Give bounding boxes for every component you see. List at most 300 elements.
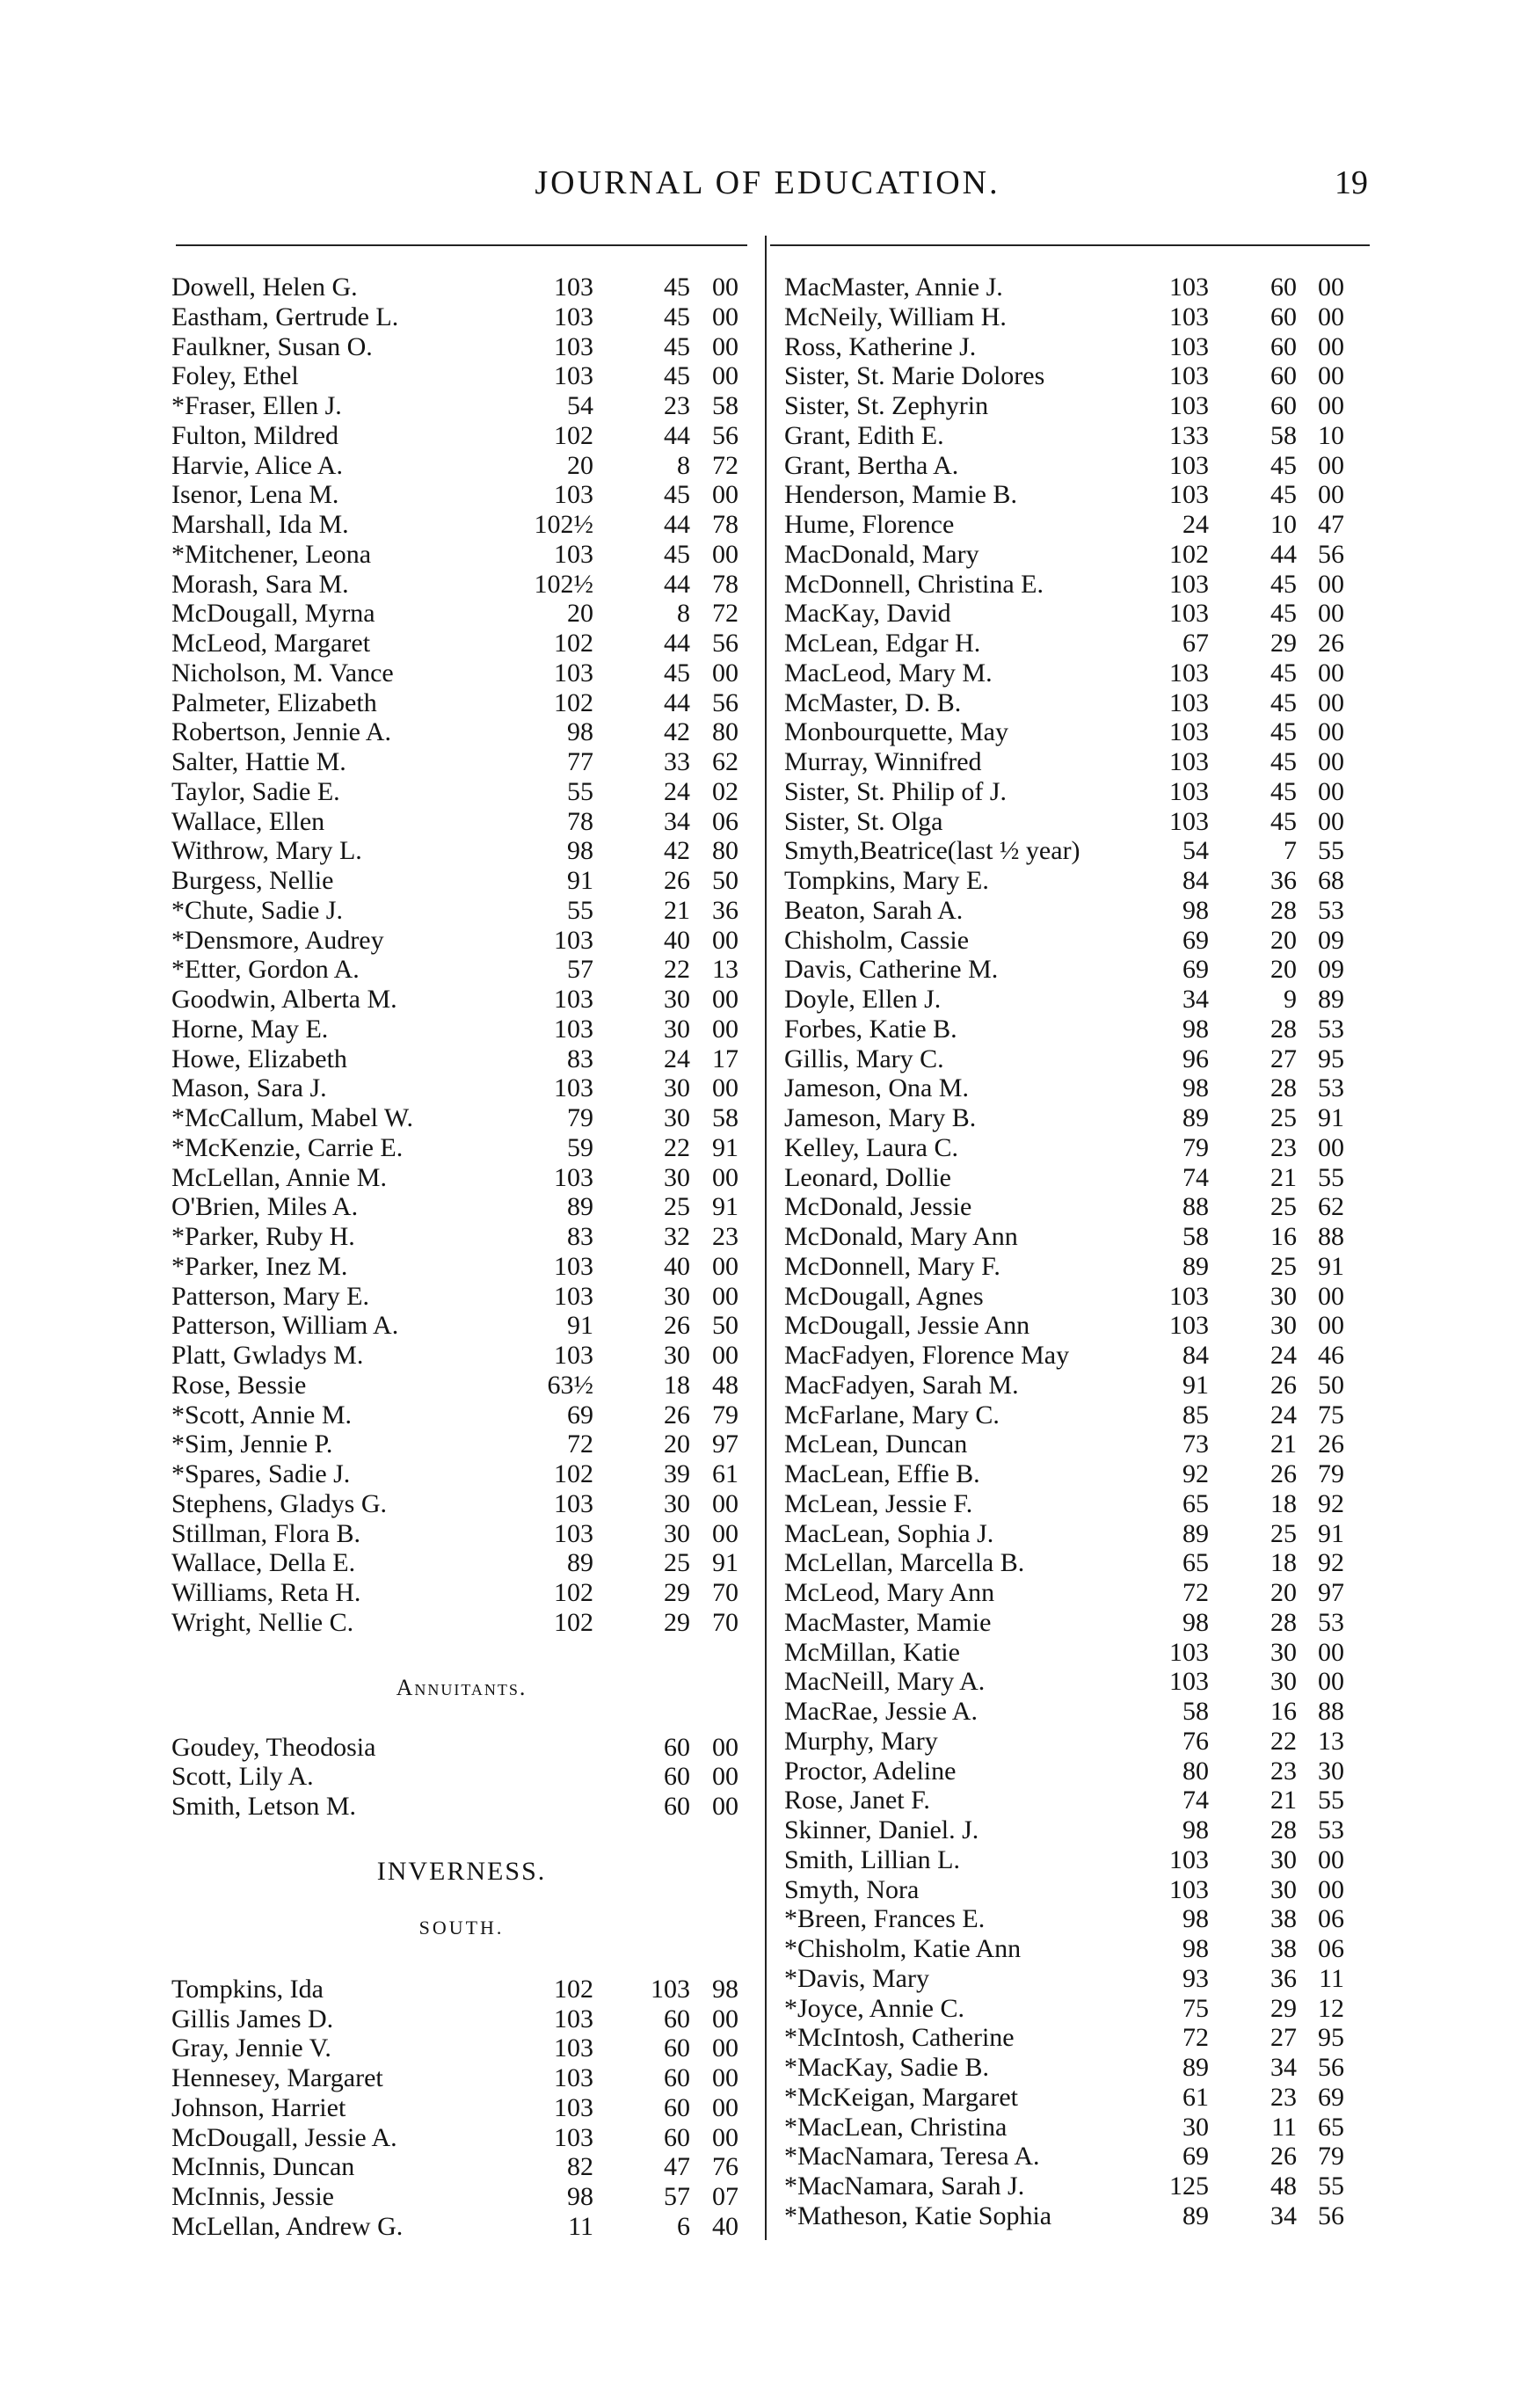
amount-dollars: 45 [664, 539, 690, 569]
amount-dollars: 20 [664, 1430, 690, 1459]
amount-dollars: 23 [1270, 1132, 1297, 1162]
amount-dollars: 42 [664, 836, 690, 866]
amount-dollars: 29 [1270, 1993, 1297, 2023]
amount-dollars: 28 [1270, 1815, 1297, 1844]
days-taught: 103 [1169, 747, 1209, 776]
days-taught: 102 [554, 420, 593, 450]
teacher-name: MacLeod, Mary M. [784, 658, 993, 687]
amount-dollars: 60 [664, 2122, 690, 2152]
amount-dollars: 45 [664, 480, 690, 510]
teacher-name: Patterson, William A. [171, 1311, 399, 1341]
amount-cents: 00 [1318, 450, 1344, 480]
days-taught: 98 [567, 2182, 593, 2211]
amount-cents: 00 [712, 985, 738, 1014]
teacher-name: Scott, Lily A. [171, 1762, 314, 1792]
amount-dollars: 23 [1270, 1756, 1297, 1786]
days-taught: 102 [554, 1459, 593, 1488]
table-row [0, 1667, 1535, 1697]
amount-dollars: 39 [664, 1459, 690, 1488]
amount-cents: 68 [1318, 866, 1344, 895]
amount-cents: 70 [712, 1607, 738, 1637]
teacher-name: McDonald, Mary Ann [784, 1222, 1018, 1251]
days-taught: 69 [1182, 955, 1209, 985]
teacher-name: McInnis, Jessie [171, 2182, 334, 2211]
days-taught: 103 [554, 361, 593, 391]
amount-cents: 00 [1318, 776, 1344, 806]
amount-dollars: 30 [1270, 1667, 1297, 1697]
days-taught: 69 [1182, 2142, 1209, 2172]
days-taught: 58 [1182, 1222, 1209, 1251]
teacher-name: McInnis, Duncan [171, 2152, 355, 2182]
days-taught: 103 [554, 2092, 593, 2122]
amount-dollars: 45 [1270, 776, 1297, 806]
amount-dollars: 25 [1270, 1518, 1297, 1548]
days-taught: 125 [1169, 2172, 1209, 2201]
amount-cents: 00 [1318, 747, 1344, 776]
teacher-name: Hennesey, Margaret [171, 2063, 383, 2092]
amount-cents: 12 [1318, 1993, 1344, 2023]
amount-cents: 13 [712, 955, 738, 985]
amount-cents: 00 [1318, 1874, 1344, 1904]
amount-cents: 02 [712, 776, 738, 806]
days-taught: 98 [1182, 895, 1209, 925]
teacher-name: McLean, Edgar H. [784, 629, 981, 658]
table-row [0, 2113, 1535, 2142]
amount-cents: 48 [712, 1370, 738, 1400]
teacher-name: *Mitchener, Leona [171, 539, 372, 569]
amount-cents: 53 [1318, 1815, 1344, 1844]
teacher-name: *Densmore, Audrey [171, 925, 384, 955]
days-taught: 69 [567, 1400, 593, 1430]
teacher-name: Taylor, Sadie E. [171, 776, 340, 806]
table-row [0, 1341, 1535, 1371]
teacher-name: MacNeill, Mary A. [784, 1667, 986, 1697]
days-taught: 11 [568, 2211, 593, 2241]
amount-dollars: 30 [1270, 1874, 1297, 1904]
days-taught: 103 [554, 480, 593, 510]
days-taught: 89 [1182, 1251, 1209, 1281]
teacher-name: *Matheson, Katie Sophia [784, 2201, 1052, 2230]
amount-cents: 00 [712, 1762, 738, 1792]
amount-dollars: 45 [1270, 747, 1297, 776]
amount-dollars: 30 [664, 1162, 690, 1192]
amount-cents: 56 [1318, 2053, 1344, 2082]
days-taught: 91 [567, 1311, 593, 1341]
days-taught: 88 [1182, 1192, 1209, 1222]
days-taught: 103 [554, 1341, 593, 1370]
days-taught: 103 [554, 331, 593, 361]
teacher-name: Henderson, Mamie B. [784, 480, 1017, 510]
amount-cents: 92 [1318, 1488, 1344, 1518]
amount-cents: 09 [1318, 955, 1344, 985]
amount-dollars: 18 [1270, 1488, 1297, 1518]
amount-cents: 00 [1318, 1844, 1344, 1874]
days-taught: 93 [1182, 1963, 1209, 1993]
amount-dollars: 36 [1270, 1963, 1297, 1993]
amount-cents: 00 [712, 2092, 738, 2122]
teacher-name: MacFadyen, Florence May [784, 1341, 1070, 1370]
days-taught: 103 [554, 273, 593, 302]
table-row [0, 985, 1535, 1015]
amount-cents: 91 [1318, 1103, 1344, 1132]
table-row [0, 451, 1535, 481]
amount-dollars: 11 [1271, 2112, 1297, 2142]
amount-dollars: 30 [664, 1518, 690, 1548]
amount-dollars: 34 [1270, 2053, 1297, 2082]
days-taught: 98 [1182, 1815, 1209, 1844]
table-row [0, 1904, 1535, 1934]
amount-dollars: 23 [1270, 2082, 1297, 2112]
days-taught: 82 [567, 2152, 593, 2182]
teacher-name: McLeod, Margaret [171, 629, 371, 658]
teacher-name: Faulkner, Susan O. [171, 331, 373, 361]
days-taught: 72 [1182, 1578, 1209, 1607]
table-row [0, 1252, 1535, 1282]
table-row [0, 1430, 1535, 1459]
days-taught: 103 [1169, 569, 1209, 599]
amount-dollars: 42 [664, 717, 690, 747]
table-row [0, 1519, 1535, 1549]
table-row [0, 1934, 1535, 1964]
teacher-name: Isenor, Lena M. [171, 480, 339, 510]
section-heading-inverness: INVERNESS. [376, 1856, 547, 1886]
amount-dollars: 60 [664, 2063, 690, 2092]
amount-cents: 17 [712, 1044, 738, 1073]
amount-dollars: 20 [1270, 925, 1297, 955]
amount-cents: 91 [1318, 1518, 1344, 1548]
table-row [0, 1578, 1535, 1608]
amount-cents: 53 [1318, 895, 1344, 925]
amount-cents: 88 [1318, 1697, 1344, 1726]
amount-cents: 11 [1319, 1963, 1344, 1993]
amount-cents: 50 [712, 1311, 738, 1341]
days-taught: 103 [554, 302, 593, 331]
days-taught: 103 [1169, 302, 1209, 331]
amount-cents: 56 [712, 687, 738, 717]
days-taught: 24 [1182, 510, 1209, 539]
amount-cents: 00 [712, 1162, 738, 1192]
teacher-name: McLellan, Marcella B. [784, 1548, 1025, 1578]
days-taught: 54 [1182, 836, 1209, 866]
table-row [0, 570, 1535, 600]
teacher-name: Murphy, Mary [784, 1726, 938, 1756]
amount-dollars: 45 [664, 273, 690, 302]
teacher-name: *Parker, Ruby H. [171, 1222, 355, 1251]
table-row [0, 1459, 1535, 1489]
teacher-name: Wallace, Ellen [171, 806, 325, 836]
amount-cents: 00 [1318, 302, 1344, 331]
header-rule-left [176, 244, 747, 246]
teacher-name: McDonald, Jessie [784, 1192, 972, 1222]
amount-cents: 00 [1318, 480, 1344, 510]
amount-cents: 00 [712, 1251, 738, 1281]
days-taught: 83 [567, 1044, 593, 1073]
days-taught: 92 [1182, 1459, 1209, 1488]
teacher-name: Goodwin, Alberta M. [171, 985, 397, 1014]
days-taught: 103 [1169, 599, 1209, 629]
days-taught: 103 [1169, 361, 1209, 391]
amount-cents: 00 [712, 331, 738, 361]
amount-cents: 58 [712, 391, 738, 420]
teacher-name: Stillman, Flora B. [171, 1518, 361, 1548]
teacher-name: Sister, St. Marie Dolores [784, 361, 1045, 391]
days-taught: 54 [567, 391, 593, 420]
table-row [0, 1815, 1535, 1845]
table-row [0, 1371, 1535, 1400]
amount-dollars: 22 [664, 1132, 690, 1162]
amount-dollars: 45 [1270, 806, 1297, 836]
days-taught: 98 [1182, 1934, 1209, 1963]
teacher-name: Horne, May E. [171, 1014, 329, 1044]
teacher-name: Mason, Sara J. [171, 1073, 327, 1103]
amount-dollars: 45 [664, 658, 690, 687]
table-row [0, 1608, 1535, 1638]
teacher-name: Gray, Jennie V. [171, 2033, 331, 2063]
teacher-name: Nicholson, M. Vance [171, 658, 394, 687]
amount-dollars: 25 [664, 1548, 690, 1578]
amount-dollars: 44 [1270, 539, 1297, 569]
amount-dollars: 20 [1270, 955, 1297, 985]
teacher-name: MacLean, Effie B. [784, 1459, 980, 1488]
teacher-name: Fulton, Mildred [171, 420, 339, 450]
amount-cents: 06 [712, 806, 738, 836]
amount-cents: 00 [1318, 658, 1344, 687]
amount-cents: 46 [1318, 1341, 1344, 1370]
days-taught: 75 [1182, 1993, 1209, 2023]
amount-cents: 07 [712, 2182, 738, 2211]
amount-dollars: 21 [1270, 1430, 1297, 1459]
amount-cents: 00 [1318, 273, 1344, 302]
amount-cents: 00 [1318, 569, 1344, 599]
days-taught: 74 [1182, 1786, 1209, 1815]
amount-dollars: 44 [664, 629, 690, 658]
days-taught: 69 [1182, 925, 1209, 955]
amount-dollars: 16 [1270, 1222, 1297, 1251]
days-taught: 74 [1182, 1162, 1209, 1192]
amount-cents: 76 [712, 2152, 738, 2182]
teacher-name: Smith, Lillian L. [784, 1844, 960, 1874]
amount-dollars: 28 [1270, 1014, 1297, 1044]
amount-cents: 53 [1318, 1073, 1344, 1103]
amount-cents: 80 [712, 836, 738, 866]
amount-cents: 95 [1318, 2023, 1344, 2053]
amount-cents: 91 [712, 1548, 738, 1578]
days-taught: 103 [554, 1162, 593, 1192]
days-taught: 133 [1169, 420, 1209, 450]
table-row [0, 2023, 1535, 2053]
teacher-name: Jameson, Mary B. [784, 1103, 977, 1132]
days-taught: 84 [1182, 1341, 1209, 1370]
amount-cents: 65 [1318, 2112, 1344, 2142]
amount-cents: 00 [712, 273, 738, 302]
table-row [0, 717, 1535, 747]
amount-cents: 00 [712, 1014, 738, 1044]
teacher-name: Palmeter, Elizabeth [171, 687, 377, 717]
amount-dollars: 30 [664, 1103, 690, 1132]
table-row [0, 361, 1535, 391]
days-taught: 58 [1182, 1697, 1209, 1726]
amount-dollars: 21 [1270, 1786, 1297, 1815]
teacher-name: MacMaster, Mamie [784, 1607, 992, 1637]
amount-dollars: 60 [1270, 331, 1297, 361]
days-taught: 103 [554, 1518, 593, 1548]
teacher-name: *Sim, Jennie P. [171, 1430, 333, 1459]
days-taught: 103 [554, 1281, 593, 1311]
table-row [0, 1044, 1535, 1074]
amount-cents: 91 [712, 1192, 738, 1222]
teacher-name: Burgess, Nellie [171, 866, 334, 895]
teacher-name: Murray, Winnifred [784, 747, 982, 776]
teacher-name: *Chute, Sadie J. [171, 895, 343, 925]
teacher-name: *Fraser, Ellen J. [171, 391, 342, 420]
days-taught: 55 [567, 895, 593, 925]
days-taught: 102½ [534, 510, 593, 539]
amount-cents: 00 [712, 925, 738, 955]
amount-cents: 72 [712, 450, 738, 480]
teacher-name: Ross, Katherine J. [784, 331, 977, 361]
table-row [0, 777, 1535, 807]
days-taught: 80 [1182, 1756, 1209, 1786]
page-number: 19 [1335, 164, 1368, 201]
amount-dollars: 32 [664, 1222, 690, 1251]
amount-dollars: 48 [1270, 2172, 1297, 2201]
teacher-name: Salter, Hattie M. [171, 747, 346, 776]
days-taught: 103 [1169, 1667, 1209, 1697]
amount-dollars: 28 [1270, 1073, 1297, 1103]
amount-dollars: 45 [1270, 599, 1297, 629]
amount-dollars: 45 [1270, 658, 1297, 687]
days-taught: 79 [567, 1103, 593, 1132]
days-taught: 73 [1182, 1430, 1209, 1459]
table-row [0, 688, 1535, 718]
amount-dollars: 36 [1270, 866, 1297, 895]
days-taught: 89 [1182, 1518, 1209, 1548]
days-taught: 103 [554, 1073, 593, 1103]
amount-dollars: 27 [1270, 2023, 1297, 2053]
amount-cents: 89 [1318, 985, 1344, 1014]
table-row [0, 1786, 1535, 1815]
table-row [0, 1073, 1535, 1103]
amount-dollars: 10 [1270, 510, 1297, 539]
teacher-name: MacRae, Jessie A. [784, 1697, 978, 1726]
table-row [0, 1400, 1535, 1430]
table-row [0, 1163, 1535, 1193]
table-row [0, 836, 1535, 866]
days-taught: 98 [1182, 1607, 1209, 1637]
amount-dollars: 24 [664, 776, 690, 806]
table-row [0, 1222, 1535, 1252]
days-taught: 103 [554, 539, 593, 569]
teacher-name: Platt, Gwladys M. [171, 1341, 364, 1370]
teacher-name: Marshall, Ida M. [171, 510, 349, 539]
amount-cents: 53 [1318, 1014, 1344, 1044]
teacher-name: MacFadyen, Sarah M. [784, 1370, 1019, 1400]
days-taught: 103 [1169, 717, 1209, 747]
teacher-name: Tompkins, Mary E. [784, 866, 989, 895]
table-row [0, 302, 1535, 332]
days-taught: 30 [1182, 2112, 1209, 2142]
amount-cents: 61 [712, 1459, 738, 1488]
teacher-name: McDougall, Agnes [784, 1281, 984, 1311]
days-taught: 103 [1169, 806, 1209, 836]
days-taught: 103 [1169, 273, 1209, 302]
amount-dollars: 34 [1270, 2201, 1297, 2230]
amount-dollars: 24 [664, 1044, 690, 1073]
amount-cents: 00 [1318, 1637, 1344, 1667]
teacher-name: *McKeigan, Margaret [784, 2082, 1019, 2112]
teacher-name: Gillis James D. [171, 2004, 334, 2033]
amount-cents: 00 [712, 2122, 738, 2152]
teacher-name: Tompkins, Ida [171, 1974, 324, 2004]
amount-dollars: 44 [664, 687, 690, 717]
amount-dollars: 25 [1270, 1192, 1297, 1222]
amount-dollars: 26 [1270, 2142, 1297, 2172]
teacher-name: Smyth,Beatrice(last ½ year) [784, 836, 1080, 866]
days-taught: 98 [1182, 1904, 1209, 1934]
days-taught: 96 [1182, 1044, 1209, 1073]
days-taught: 98 [567, 836, 593, 866]
amount-cents: 78 [712, 569, 738, 599]
amount-dollars: 8 [677, 599, 690, 629]
amount-cents: 55 [1318, 1786, 1344, 1815]
days-taught: 103 [1169, 776, 1209, 806]
amount-dollars: 30 [664, 1281, 690, 1311]
amount-dollars: 26 [664, 1400, 690, 1430]
amount-cents: 00 [1318, 687, 1344, 717]
days-taught: 67 [1182, 629, 1209, 658]
amount-dollars: 38 [1270, 1904, 1297, 1934]
section-subheading-south: SOUTH. [418, 1916, 505, 1939]
amount-dollars: 44 [664, 510, 690, 539]
amount-dollars: 23 [664, 391, 690, 420]
amount-cents: 56 [1318, 2201, 1344, 2230]
table-row [0, 2201, 1535, 2231]
amount-dollars: 30 [1270, 1844, 1297, 1874]
teacher-name: McDonnell, Mary F. [784, 1251, 1000, 1281]
amount-cents: 00 [712, 302, 738, 331]
teacher-name: Monbourquette, May [784, 717, 1008, 747]
teacher-name: Withrow, Mary L. [171, 836, 362, 866]
teacher-name: McMillan, Katie [784, 1637, 960, 1667]
table-row [0, 391, 1535, 421]
amount-cents: 80 [712, 717, 738, 747]
amount-cents: 00 [712, 361, 738, 391]
amount-dollars: 60 [664, 1762, 690, 1792]
teacher-name: Smyth, Nora [784, 1874, 920, 1904]
table-row [0, 480, 1535, 510]
days-taught: 89 [1182, 2053, 1209, 2082]
amount-cents: 00 [712, 2033, 738, 2063]
amount-dollars: 8 [677, 450, 690, 480]
days-taught: 89 [1182, 1103, 1209, 1132]
table-row [0, 629, 1535, 658]
table-row [0, 2142, 1535, 2172]
days-taught: 103 [1169, 1637, 1209, 1667]
amount-dollars: 29 [1270, 629, 1297, 658]
amount-dollars: 45 [1270, 450, 1297, 480]
amount-cents: 00 [1318, 1132, 1344, 1162]
days-taught: 103 [554, 2033, 593, 2063]
days-taught: 103 [1169, 1874, 1209, 1904]
amount-dollars: 26 [1270, 1459, 1297, 1488]
amount-cents: 00 [1318, 806, 1344, 836]
amount-cents: 00 [1318, 599, 1344, 629]
table-row [0, 1638, 1535, 1668]
amount-dollars: 26 [1270, 1370, 1297, 1400]
table-row [0, 955, 1535, 985]
teacher-name: Harvie, Alice A. [171, 450, 343, 480]
amount-dollars: 25 [1270, 1103, 1297, 1132]
